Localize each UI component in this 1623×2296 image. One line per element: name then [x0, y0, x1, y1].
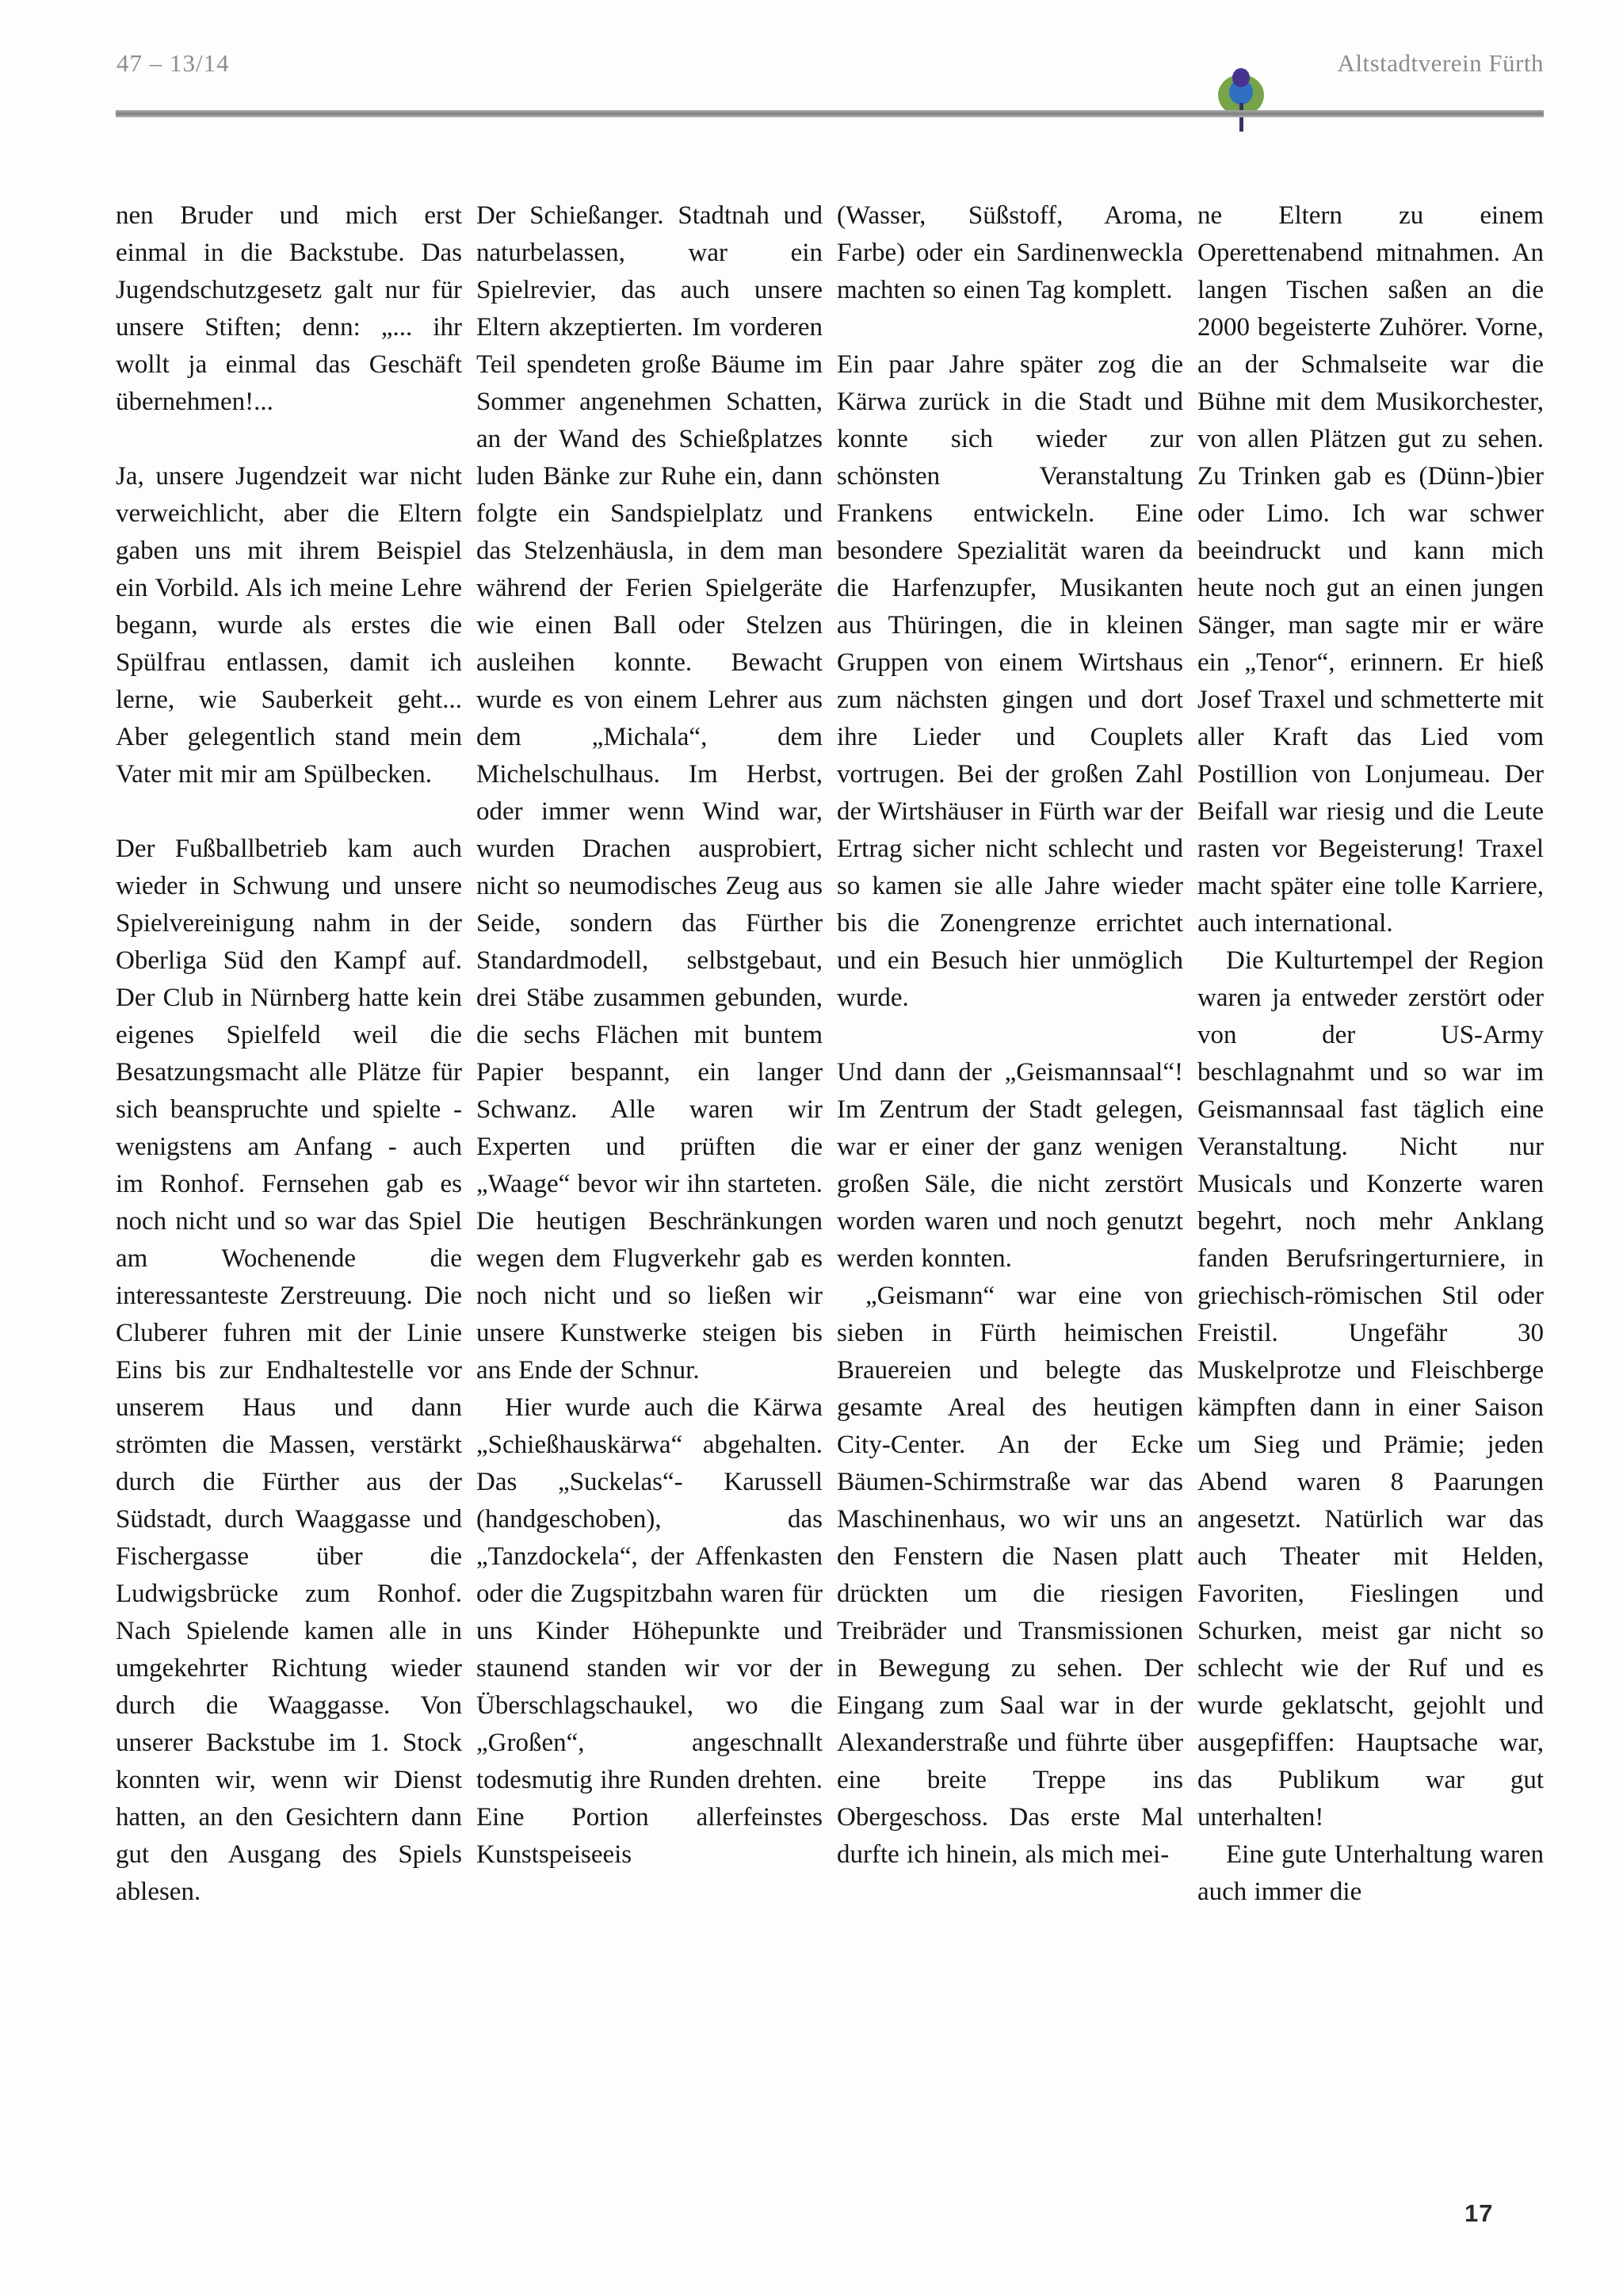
paragraph: Ein paar Jahre später zog die Kärwa zurück in die Stadt und konnte sich wieder zur schönsten Veranstaltung Frankens entwickeln. Eine besondere Spezialität waren da die Harfenzupfer, Musikanten aus Thüringen, die in kleinen Gruppen von einem Wirtshaus zum nächsten gingen und dort ihre Lieder und Couplets vortrugen. Bei der großen Zahl der Wirtshäuser in Fürth war der Ertrag sicher nicht schlecht und so kamen sie alle Jahre wieder bis die Zonengrenze errichtet und ein Besuch hier unmöglich wurde. [837, 350, 1183, 1012]
paragraph: ne Eltern zu einem Operettenabend mitnahmen. An langen Tischen saßen an die 2000 begeisterte Zuhörer. Vorne, an der Schmalseite war die Bühne mit dem Musikorchester, von allen Plätzen gut zu sehen. Zu Trinken gab es (Dünn-)bier oder Limo. Ich war schwer beeindruckt und kann mich heute noch gut an einen jungen Sänger, man sagte mir er wäre ein „Tenor“, erinnern. Er hieß Josef Traxel und schmetterte mit aller Kraft das Lied vom Postillion von Lonjumeau. Der Beifall war riesig und die Leute rasten vor Begeisterung! Traxel macht später eine tolle Karriere, auch international. [1197, 201, 1544, 938]
tree-trunk [1239, 103, 1243, 132]
paragraph: nen Bruder und mich erst einmal in die Backstube. Das Jugendschutzgesetz galt nur für unsere Stiften; denn: „... ihr wollt ja einmal das Geschäft übernehmen!... [116, 201, 462, 416]
paragraph: Hier wurde auch die Kärwa „Schießhauskärwa“ abgehalten. Das „Suckelas“- Karussell (handgeschoben), das „Tanzdockela“, der Affenkasten oder die Zugspitzbahn waren für uns Kinder Höhepunkte und staunend standen wir vor der Überschlagschaukel, wo die „Großen“, angeschnallt todesmutig ihre Runden drehten. Eine Portion allerfeinstes Kunstspeiseeis [476, 1393, 823, 1869]
header-divider [116, 110, 1544, 117]
paragraph: Eine gute Unterhaltung waren auch immer die [1197, 1840, 1544, 1906]
text-column-3 [837, 197, 1183, 1874]
issue-number: 47 – 13/14 [116, 49, 230, 77]
paragraph: Ja, unsere Jugendzeit war nicht verweichlicht, aber die Eltern gaben uns mit ihrem Beispiel ein Vorbild. Als ich meine Lehre begann, wurde als erstes die Spülfrau entlassen, damit ich lerne, wie Sauberkeit geht... Aber gelegentlich stand mein Vater mit mir am Spülbecken. [116, 462, 462, 789]
paragraph: Der Schießanger. Stadtnah und naturbelassen, war ein Spielrevier, das auch unsere Eltern akzeptierten. Im vorderen Teil spendeten große Bäume im Sommer angenehmen Schatten, an der Wand des Schießplatzes luden Bänke zur Ruhe ein, dann folgte ein Sandspielplatz und das Stelzenhäusla, in dem man während der Ferien Spielgeräte wie einen Ball oder Stelzen ausleihen konnte. Bewacht wurde es von einem Lehrer aus dem „Michala“, dem Michelschulhaus. Im Herbst, oder immer wenn Wind war, wurden Drachen ausprobiert, nicht so neumodisches Zeug aus Seide, sondern das Fürther Standardmodell, selbstgebaut, drei Stäbe zusammen gebunden, die sechs Flächen mit buntem Papier bespannt, ein langer Schwanz. Alle waren wir Experten und prüften die „Waage“ bevor wir ihn starteten. Die heutigen Beschränkungen wegen dem Flugverkehr gab es noch nicht und so ließen wir unsere Kunstwerke steigen bis ans Ende der Schnur. [476, 201, 823, 1385]
text-column-4 [1197, 197, 1544, 1911]
paragraph: Die Kulturtempel der Region waren ja entweder zerstört oder von der US-Army beschlagnahmt und so war im Geismannsaal fast täglich eine Veranstaltung. Nicht nur Musicals und Konzerte waren begehrt, noch mehr Anklang fanden Berufsringerturniere, in griechisch-römischen Stil oder Freistil. Ungefähr 30 Muskelprotze und Fleischberge kämpften dann in einer Saison um Sieg und Prämie; jeden Abend waren 8 Paarungen angesetzt. Natürlich war das auch Theater mit Helden, Favoriten, Fieslingen und Schurken, meist gar nicht so schlecht wie der Ruf und es wurde geklatscht, gejohlt und ausgepfiffen: Hauptsache war, das Publikum war gut unterhalten! [1197, 946, 1544, 1832]
paragraph: Und dann der „Geismannsaal“! Im Zentrum der Stadt gelegen, war er einer der ganz wenigen großen Säle, die nicht zerstört worden waren und noch genutzt werden konnten. [837, 1058, 1183, 1273]
tree-icon [1218, 68, 1267, 132]
paragraph: (Wasser, Süßstoff, Aroma, Farbe) oder ein Sardinenweckla machten so einen Tag komplett. [837, 201, 1183, 304]
tree-bud [1232, 68, 1250, 87]
paragraph: „Geismann“ war eine von sieben in Fürth heimischen Brauereien und belegte das gesamte Areal des heutigen City-Center. An der Ecke Bäumen-Schirmstraße war das Maschinenhaus, wo wir uns an den Fenstern die Nasen platt drückten um die riesigen Treibräder und Transmissionen in Bewegung zu sehen. Der Eingang zum Saal war in der Alexanderstraße und führte über eine breite Treppe ins Obergeschoss. Das erste Mal durfte ich hinein, als mich mei- [837, 1282, 1183, 1869]
brand-title: Altstadtverein Fürth [1337, 49, 1544, 77]
text-column-1 [116, 197, 462, 1911]
page-number: 17 [1465, 2199, 1494, 2227]
paragraph: Der Fußballbetrieb kam auch wieder in Schwung und unsere Spielvereinigung nahm in der Oberliga Süd den Kampf auf. Der Club in Nürnberg hatte kein eigenes Spielfeld weil die Besatzungsmacht alle Plätze für sich beanspruchte und spielte - wenigstens am Anfang - auch im Ronhof. Fernsehen gab es noch nicht und so war das Spiel am Wochenende die interessanteste Zerstreuung. Die Cluberer fuhren mit der Linie Eins bis zur Endhaltestelle vor unserem Haus und dann strömten die Massen, verstärkt durch die Fürther aus der Südstadt, durch Waaggasse und Fischergasse über die Ludwigsbrücke zum Ronhof. Nach Spielende kamen alle in umgekehrter Richtung wieder durch die Waaggasse. Von unserer Backstube im 1. Stock konnten wir, wenn wir Dienst hatten, an den Gesichtern dann gut den Ausgang des Spiels ablesen. [116, 835, 462, 1906]
text-column-2 [476, 197, 823, 1874]
